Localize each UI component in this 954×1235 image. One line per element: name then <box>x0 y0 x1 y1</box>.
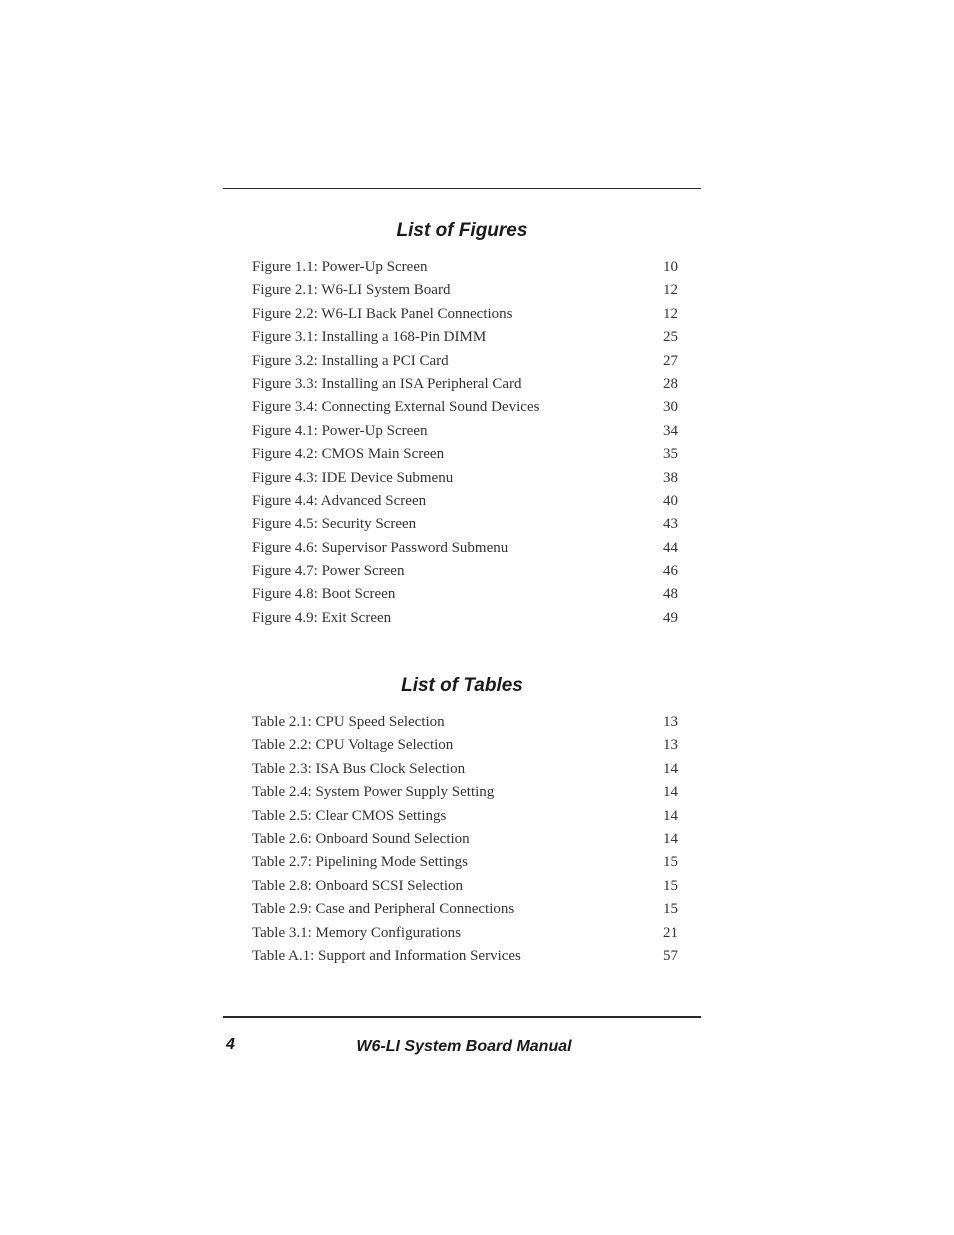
figure-entry-label: Figure 4.7: Power Screen <box>252 563 405 580</box>
figure-entry <box>252 583 678 606</box>
table-entry-label: Table 2.9: Case and Peripheral Connections <box>252 901 515 918</box>
figures-list <box>252 256 678 630</box>
figure-entry-page: 27 <box>663 352 678 369</box>
figure-entry-page: 12 <box>663 282 678 299</box>
figure-entry-page: 46 <box>663 563 678 580</box>
table-entry <box>252 734 678 757</box>
table-entry-page: 57 <box>663 947 678 964</box>
table-entry <box>252 805 678 828</box>
figure-entry-label: Figure 3.1: Installing a 168-Pin DIMM <box>252 329 487 346</box>
table-entry <box>252 898 678 921</box>
figure-entry-label: Figure 2.1: W6-LI System Board <box>252 282 451 299</box>
figure-entry <box>252 396 678 419</box>
table-entry-page: 14 <box>663 807 678 824</box>
figure-entry <box>252 420 678 443</box>
bottom-rule <box>223 1016 701 1018</box>
figure-entry-page: 34 <box>663 422 678 439</box>
table-entry <box>252 875 678 898</box>
figure-entry <box>252 467 678 490</box>
figure-entry-label: Figure 2.2: W6-LI Back Panel Connections <box>252 305 513 322</box>
figure-entry <box>252 279 678 302</box>
table-entry-page: 14 <box>663 830 678 847</box>
figure-entry-page: 30 <box>663 399 678 416</box>
table-entry-label: Table 2.7: Pipelining Mode Settings <box>252 854 469 871</box>
figure-entry-label: Figure 3.4: Connecting External Sound Devices <box>252 399 540 416</box>
table-entry <box>252 781 678 804</box>
figure-entry <box>252 303 678 326</box>
table-entry-label: Table 2.6: Onboard Sound Selection <box>252 830 470 847</box>
table-entry-page: 14 <box>663 784 678 801</box>
table-entry-page: 15 <box>663 901 678 918</box>
top-rule <box>223 188 701 189</box>
table-entry-label: Table 2.5: Clear CMOS Settings <box>252 807 447 824</box>
figure-entry <box>252 256 678 279</box>
list-of-figures-heading: List of Figures <box>396 220 528 241</box>
table-entry <box>252 851 678 874</box>
table-entry-label: Table A.1: Support and Information Services <box>252 947 521 964</box>
table-entry <box>252 711 678 734</box>
figure-entry-page: 25 <box>663 329 678 346</box>
table-entry <box>252 828 678 851</box>
figure-entry <box>252 537 678 560</box>
figure-entry-label: Figure 4.3: IDE Device Submenu <box>252 469 454 486</box>
figure-entry <box>252 513 678 536</box>
figure-entry <box>252 350 678 373</box>
figure-entry-page: 44 <box>663 539 678 556</box>
table-entry-page: 15 <box>663 854 678 871</box>
table-entry-label: Table 2.2: CPU Voltage Selection <box>252 737 454 754</box>
table-entry-page: 13 <box>663 737 678 754</box>
table-entry-label: Table 2.4: System Power Supply Setting <box>252 784 495 801</box>
list-of-tables-heading: List of Tables <box>401 675 523 696</box>
figure-entry-page: 28 <box>663 375 678 392</box>
table-entry <box>252 945 678 968</box>
tables-list <box>252 711 678 968</box>
figure-entry <box>252 490 678 513</box>
figure-entry-page: 49 <box>663 609 678 626</box>
figure-entry-page: 12 <box>663 305 678 322</box>
table-entry <box>252 922 678 945</box>
figure-entry-label: Figure 4.1: Power-Up Screen <box>252 422 428 439</box>
figure-entry-page: 48 <box>663 586 678 603</box>
figure-entry-label: Figure 4.4: Advanced Screen <box>252 492 427 509</box>
table-entry-label: Table 2.8: Onboard SCSI Selection <box>252 877 464 894</box>
table-entry-page: 13 <box>663 714 678 730</box>
table-entry-page: 21 <box>663 924 678 941</box>
table-entry-label: Table 2.3: ISA Bus Clock Selection <box>252 760 466 777</box>
figure-entry <box>252 560 678 583</box>
figure-entry <box>252 443 678 466</box>
figure-entry <box>252 326 678 349</box>
figure-entry-page: 38 <box>663 469 678 486</box>
table-entry-page: 15 <box>663 877 678 894</box>
table-entry-label: Table 2.1: CPU Speed Selection <box>252 714 445 730</box>
figure-entry <box>252 607 678 630</box>
figure-entry-label: Figure 1.1: Power-Up Screen <box>252 259 428 275</box>
figure-entry-page: 10 <box>663 259 678 275</box>
page-number: 4 <box>226 1036 235 1053</box>
figure-entry-page: 40 <box>663 492 678 509</box>
figure-entry-label: Figure 4.2: CMOS Main Screen <box>252 446 445 463</box>
figure-entry-page: 43 <box>663 516 678 533</box>
figure-entry <box>252 373 678 396</box>
table-entry-page: 14 <box>663 760 678 777</box>
figure-entry-label: Figure 4.6: Supervisor Password Submenu <box>252 539 509 556</box>
table-entry-label: Table 3.1: Memory Configurations <box>252 924 461 941</box>
figure-entry-label: Figure 3.3: Installing an ISA Peripheral Card <box>252 375 522 392</box>
figure-entry-label: Figure 4.8: Boot Screen <box>252 586 396 603</box>
figure-entry-label: Figure 4.5: Security Screen <box>252 516 417 533</box>
figure-entry-page: 35 <box>663 446 678 463</box>
figure-entry-label: Figure 3.2: Installing a PCI Card <box>252 352 449 369</box>
table-entry <box>252 758 678 781</box>
manual-title: W6-LI System Board Manual <box>356 1038 572 1055</box>
figure-entry-label: Figure 4.9: Exit Screen <box>252 609 392 626</box>
